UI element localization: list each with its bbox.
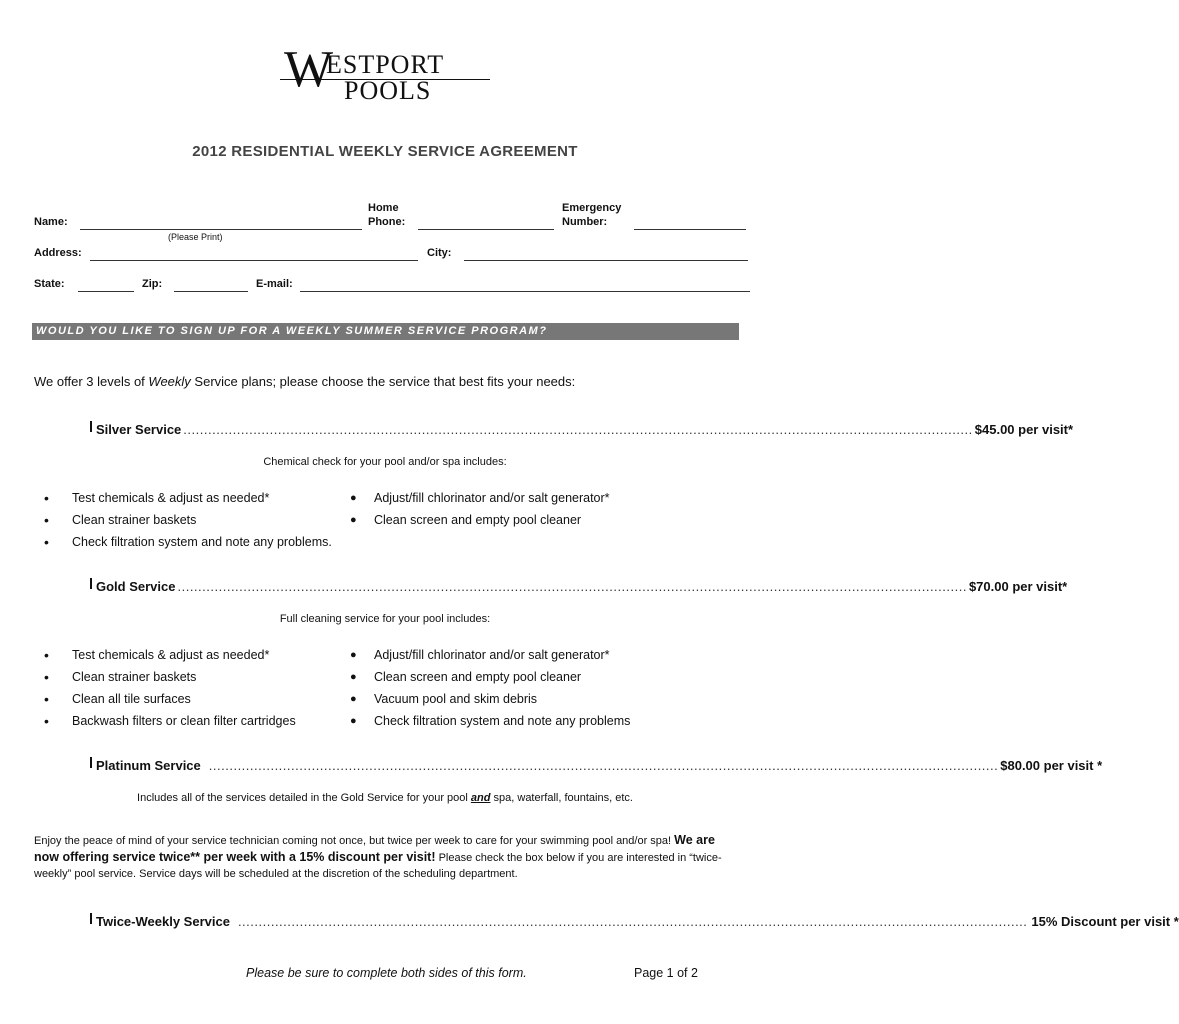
list-item: ● Adjust/fill chlorinator and/or salt generator* (350, 491, 610, 505)
address-field[interactable] (90, 260, 418, 261)
list-item: ● Clean screen and empty pool cleaner (350, 513, 582, 527)
intro-text: We offer 3 levels of Weekly Service plans; please choose the service that best fits your needs: (34, 374, 576, 389)
silver-right-list (350, 487, 610, 531)
platinum-name: Platinum Service (96, 758, 201, 773)
gold-price: $70.00 per visit* (968, 579, 1068, 594)
list-item: ● Check filtration system and note any problems (350, 714, 631, 728)
home-phone-field[interactable] (418, 229, 554, 230)
logo-top: ESTPORT (326, 50, 445, 79)
home-phone-label-2: Phone: (368, 216, 406, 228)
home-phone-label-1: Home (368, 202, 399, 214)
zip-field[interactable] (174, 291, 248, 292)
section-banner: WOULD YOU LIKE TO SIGN UP FOR A WEEKLY SUMMER SERVICE PROGRAM? (32, 323, 739, 340)
page-number: Page 1 of 2 (634, 966, 698, 980)
silver-name: Silver Service (96, 422, 182, 437)
city-label: City: (427, 247, 452, 259)
silver-left-list (44, 487, 332, 553)
platinum-checkbox[interactable] (90, 757, 92, 768)
email-label: E-mail: (256, 278, 293, 290)
gold-service-row[interactable] (90, 579, 1068, 594)
dot-leader: ................................................................................................................................................................................................ (208, 758, 999, 773)
silver-subtitle: Chemical check for your pool and/or spa includes: (263, 456, 507, 468)
list-item: ● Clean screen and empty pool cleaner (350, 670, 582, 684)
westport-pools-logo (280, 41, 490, 105)
silver-price: $45.00 per visit* (974, 422, 1074, 437)
gold-left-list (44, 644, 296, 732)
twice-weekly-paragraph: Enjoy the peace of mind of your service technician coming not once, but twice per week to care for your swimming pool and/or spa! We are now offering service twice** per week with a 15% discount per visit! Please check the box below if you are interested in “twice-weekly” pool service. Service days will be scheduled at the discretion of the scheduling department. (34, 833, 722, 880)
list-item: • Test chemicals & adjust as needed* (44, 647, 270, 663)
list-item: ● Adjust/fill chlorinator and/or salt generator* (350, 648, 610, 662)
gold-checkbox[interactable] (90, 578, 92, 589)
email-field[interactable] (300, 291, 750, 292)
list-item: ● Vacuum pool and skim debris (350, 692, 538, 706)
gold-name: Gold Service (96, 579, 176, 594)
list-item: • Clean strainer baskets (44, 512, 197, 528)
gold-subtitle: Full cleaning service for your pool includes: (279, 613, 491, 625)
logo-w: W (284, 41, 332, 98)
platinum-price: $80.00 per visit * (1000, 758, 1103, 773)
page-title: 2012 RESIDENTIAL WEEKLY SERVICE AGREEMENT (192, 143, 578, 160)
emergency-label-1: Emergency (562, 202, 622, 214)
name-field[interactable] (80, 229, 362, 230)
list-item: • Check filtration system and note any problems. (44, 534, 332, 550)
dot-leader: ................................................................................................................................................................................................ (183, 422, 973, 437)
name-hint: (Please Print) (168, 232, 223, 242)
state-label: State: (34, 278, 65, 290)
twice-weekly-name: Twice-Weekly Service (96, 914, 230, 929)
city-field[interactable] (464, 260, 748, 261)
logo-bottom: POOLS (344, 76, 432, 105)
list-item: • Clean strainer baskets (44, 669, 197, 685)
name-label: Name: (34, 216, 68, 228)
platinum-description: Includes all of the services detailed in the Gold Service for your pool and spa, waterfall, fountains, etc. (137, 792, 633, 804)
twice-weekly-checkbox[interactable] (90, 913, 92, 924)
gold-right-list (350, 644, 630, 732)
list-item: • Backwash filters or clean filter cartridges (44, 713, 296, 729)
twice-weekly-service-row[interactable] (90, 914, 1179, 929)
emergency-number-field[interactable] (634, 229, 746, 230)
zip-label: Zip: (142, 278, 163, 290)
silver-service-row[interactable] (90, 422, 1074, 437)
footer-note: Please be sure to complete both sides of this form. (246, 966, 527, 980)
twice-weekly-price: 15% Discount per visit * (1031, 914, 1179, 929)
platinum-service-row[interactable] (90, 758, 1103, 773)
list-item: • Test chemicals & adjust as needed* (44, 490, 270, 506)
emergency-label-2: Number: (562, 216, 608, 228)
dot-leader: ................................................................................................................................................................................................ (237, 914, 1028, 929)
dot-leader: ................................................................................................................................................................................................ (177, 579, 967, 594)
address-label: Address: (34, 247, 82, 259)
state-field[interactable] (78, 291, 134, 292)
list-item: • Clean all tile surfaces (44, 691, 191, 707)
silver-checkbox[interactable] (90, 421, 92, 432)
